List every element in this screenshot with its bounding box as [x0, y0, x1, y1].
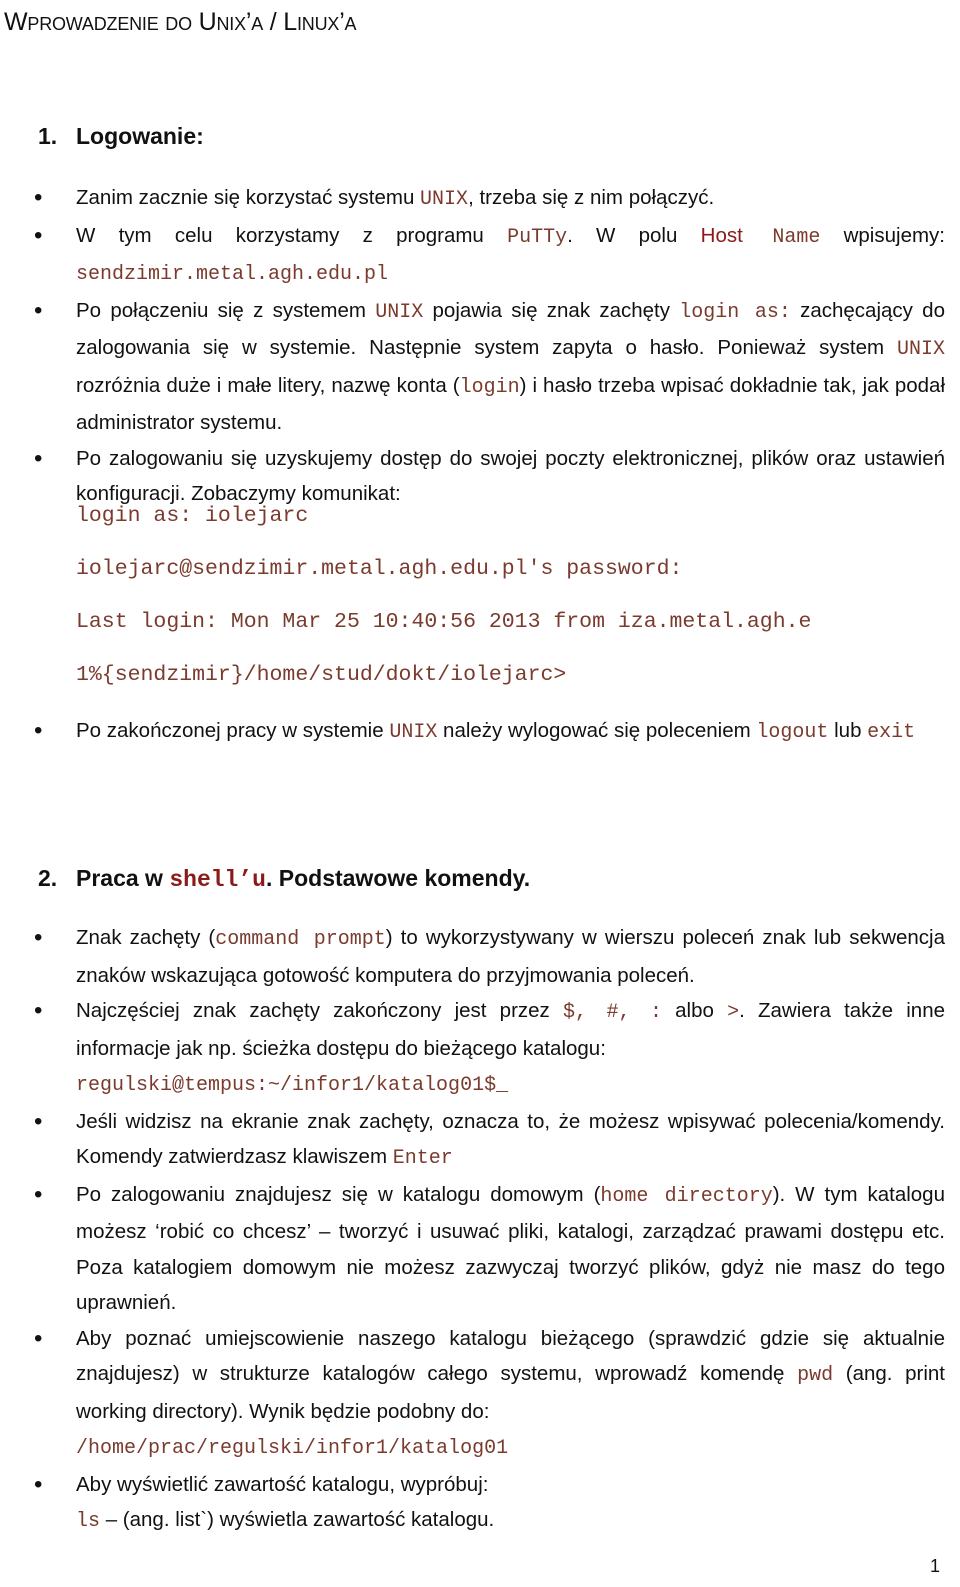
text: Po zakończonej pracy w systemie	[76, 719, 390, 742]
code-command-prompt: command prompt	[215, 928, 386, 951]
code-login: login	[459, 375, 520, 399]
code-exit: exit	[867, 721, 916, 744]
terminal-line: 1%{sendzimir}/home/stud/dokt/iolejarc>	[76, 663, 567, 687]
code-name: Name	[742, 225, 821, 249]
text: pojawia się znak zachęty	[423, 298, 680, 322]
code-prompt-chars: $, #, :	[562, 1001, 662, 1024]
section1-logout	[76, 713, 945, 751]
text: ) i hasło trzeba wpisać dokładnie tak, jak podał administrator systemu.	[76, 373, 946, 434]
section1-bullets	[76, 180, 945, 512]
code-unix: UNIX	[896, 338, 945, 361]
text: rozróżnia duże i małe litery, nazwę konta (	[76, 373, 460, 397]
list-item	[76, 993, 945, 1104]
code-home-directory: home directory	[600, 1184, 773, 1208]
code-login-prompt: login as:	[679, 300, 791, 324]
code-path-example: /home/prac/regulski/infor1/katalog01	[76, 1437, 509, 1460]
text: lub	[828, 719, 868, 742]
text: Aby wyświetlić zawartość katalogu, wypróbuj:	[76, 1472, 489, 1496]
text: należy wylogować się poleceniem	[437, 719, 757, 742]
section-title-code: shell’u	[169, 867, 266, 893]
list-item	[76, 1177, 945, 1321]
text: Po zalogowaniu znajdujesz się w katalogu domowym (	[76, 1182, 601, 1206]
list-item	[76, 1104, 945, 1177]
terminal-line: iolejarc@sendzimir.metal.agh.edu.pl's password:	[76, 557, 683, 581]
text: Znak zachęty (	[76, 926, 216, 949]
text: ) to wykorzystywany w wierszu poleceń znak lub sekwencja znaków wskazująca gotowość komputera do przyjmowania poleceń.	[76, 926, 945, 987]
text: W tym celu korzystamy z programu	[76, 223, 508, 247]
code-gt: >	[727, 1001, 740, 1024]
text: wpisujemy:	[820, 223, 945, 247]
section2-bullets	[76, 920, 945, 1540]
section-number: 1.	[38, 123, 58, 149]
code-enter: Enter	[392, 1147, 453, 1170]
section-title: . Podstawowe komendy.	[265, 865, 531, 891]
code-unix: UNIX	[389, 721, 438, 744]
text: Najczęściej znak zachęty zakończony jest przez	[76, 999, 563, 1022]
code-prompt-example: regulski@tempus:~/infor1/katalog01$_	[76, 1074, 509, 1097]
code-unix: UNIX	[375, 300, 424, 324]
list-item	[76, 920, 945, 993]
code-putty: PuTTy	[507, 225, 568, 249]
list-item	[76, 218, 945, 293]
code-pwd: pwd	[797, 1364, 834, 1387]
text: Po zalogowaniu się uzyskujemy dostęp do swojej poczty elektronicznej, plików oraz ustawień konfiguracji. Zobaczymy komunikat:	[76, 446, 945, 505]
terminal-line: Last login: Mon Mar 25 10:40:56 2013 from iza.metal.agh.e	[76, 610, 812, 634]
list-item	[76, 180, 945, 218]
text: ). W tym katalogu możesz ‘robić co chcesz’ – tworzyć i usuwać pliki, katalogi, zarządzać prawami dostępu etc. Poza katalogiem domowym nie możesz zazwyczaj tworzyć plików, gdyż nie masz do tego uprawnień.	[76, 1182, 945, 1314]
text: Zanim zacznie się korzystać systemu	[76, 186, 421, 209]
text: . W polu	[567, 223, 701, 247]
host-label: Host	[700, 223, 743, 247]
text: Aby poznać umiejscowienie naszego katalogu bieżącego (sprawdzić gdzie się aktualnie znajdujesz) w strukturze katalogów całego systemu, wprowadź komendę	[76, 1326, 945, 1385]
terminal-line: login as: iolejarc	[76, 504, 309, 528]
list-item	[76, 293, 945, 441]
text: . Zawiera także inne informacje jak np. ścieżka dostępu do bieżącego katalogu:	[76, 999, 946, 1060]
code-hostname: sendzimir.metal.agh.edu.pl	[76, 263, 389, 286]
section-heading-shell	[38, 860, 530, 898]
list-item	[76, 1321, 945, 1467]
page-title: Wprowadzenie do Unix’a / Linux’a	[4, 8, 357, 36]
code-ls: ls	[76, 1510, 101, 1533]
text: zachęcający do zalogowania się w systemie. Następnie system zapyta o hasło. Ponieważ system	[76, 298, 945, 359]
section-title: Logowanie:	[76, 123, 204, 149]
section-title: Praca w	[76, 865, 170, 891]
text: – (ang. list`) wyświetla zawartość katalogu.	[100, 1508, 495, 1531]
page-number: 1	[929, 1556, 940, 1576]
code-unix: UNIX	[420, 188, 469, 211]
list-item	[76, 1467, 945, 1540]
code-logout: logout	[756, 721, 829, 744]
section-heading-logowanie	[38, 118, 204, 154]
section-number: 2.	[38, 865, 58, 891]
text: albo	[661, 999, 728, 1022]
text: (ang. print working directory). Wynik będzie podobny do:	[76, 1362, 946, 1423]
text: , trzeba się z nim połączyć.	[468, 186, 715, 209]
text: Jeśli widzisz na ekranie znak zachęty, oznacza to, że możesz wpisywać polecenia/komendy. Komendy zatwierdzasz klawiszem	[76, 1109, 945, 1168]
text: Po połączeniu się z systemem	[76, 298, 376, 322]
list-item	[76, 713, 945, 751]
